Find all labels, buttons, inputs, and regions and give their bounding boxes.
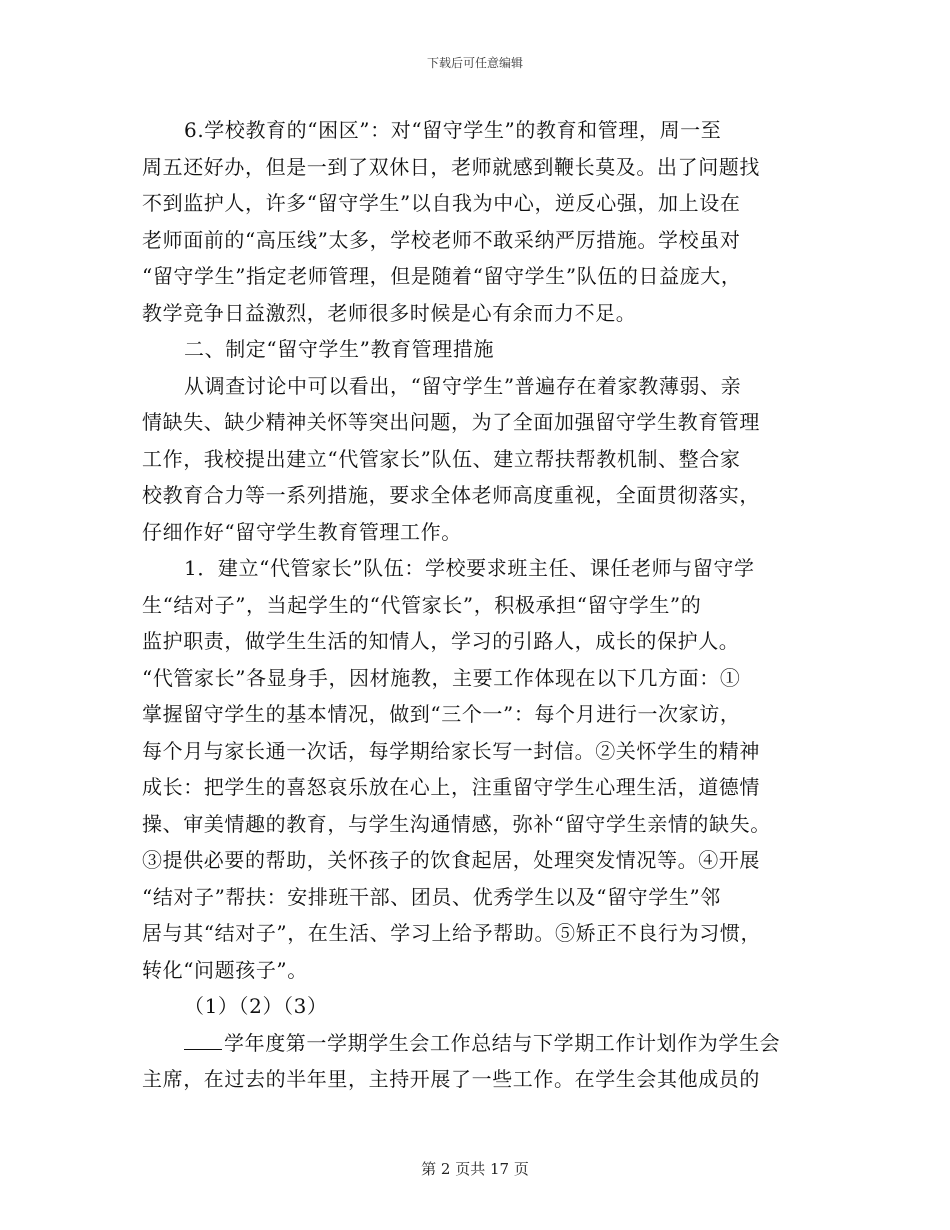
paragraph-line: 校教育合力等一系列措施，要求全体老师高度重视，全面贯彻落实， bbox=[142, 483, 760, 507]
fill-in-blank bbox=[184, 1027, 222, 1050]
document-body bbox=[142, 112, 814, 1098]
paragraph-line: 教学竞争日益激烈，老师很多时候是心有余而力不足。 bbox=[142, 300, 637, 325]
paragraph-line: 不到监护人，许多“留守学生”以自我为中心，逆反心强，加上设在 bbox=[142, 191, 741, 215]
paragraph-line: 成长：把学生的喜怒哀乐放在心上，注重留守学生心理生活，道德情 bbox=[142, 775, 760, 799]
paragraph-line: 掌握留守学生的基本情况，做到“三个一”：每个月进行一次家访， bbox=[142, 702, 741, 726]
section-heading: 二、制定“留守学生”教育管理措施 bbox=[184, 337, 495, 361]
paragraph-line: “留守学生”指定老师管理，但是随着“留守学生”队伍的日益庞大， bbox=[142, 264, 742, 288]
paragraph-line: 仔细作好“留守学生教育管理工作。 bbox=[142, 519, 462, 544]
paragraph-line: 居与其“结对子”，在生活、学习上给予帮助。⑤矫正不良行为习惯， bbox=[142, 921, 762, 945]
paragraph-text: 学年度第一学期学生会工作总结与下学期工作计划作为学生会 bbox=[224, 1030, 781, 1055]
paragraph-line: 生“结对子”，当起学生的“代管家长”，积极承担“留守学生”的 bbox=[142, 592, 702, 617]
paragraph-line: 监护职责，做学生生活的知情人，学习的引路人，成长的保护人。 bbox=[142, 629, 740, 653]
paragraph-line: ③提供必要的帮助，关怀孩子的饮食起居，处理突发情况等。④开展 bbox=[142, 848, 760, 872]
paragraph-line: 情缺失、缺少精神关怀等突出问题，为了全面加强留守学生教育管理 bbox=[142, 410, 760, 434]
paragraph-line: 从调查讨论中可以看出，“留守学生”普遍存在着家教薄弱、亲 bbox=[184, 373, 742, 398]
paragraph-line: 1．建立“代管家长”队伍：学校要求班主任、课任老师与留守学 bbox=[184, 556, 755, 580]
paragraph-line: 每个月与家长通一次话，每学期给家长写一封信。②关怀学生的精神 bbox=[142, 738, 760, 763]
paragraph-line: “代管家长”各显身手，因材施教，主要工作体现在以下几方面：① bbox=[142, 665, 741, 690]
paragraph-line: 6.学校教育的“困区”：对“留守学生”的教育和管理，周一至 bbox=[184, 118, 722, 142]
page-footer: 第 2 页共 17 页 bbox=[421, 1160, 529, 1178]
paragraph-line: 周五还好办，但是一到了双休日，老师就感到鞭长莫及。出了问题找 bbox=[142, 154, 760, 179]
page-header: 下载后可任意编辑 bbox=[426, 56, 523, 70]
paragraph-line: “结对子”帮扶：安排班干部、团员、优秀学生以及“留守学生”邻 bbox=[142, 884, 721, 909]
paragraph-line: 转化“问题孩子”。 bbox=[142, 957, 308, 982]
list-markers: （1）（2）（3） bbox=[184, 994, 328, 1018]
paragraph-line bbox=[142, 1025, 814, 1062]
paragraph-line: 操、审美情趣的教育，与学生沟通情感，弥补“留守学生亲情的缺失。 bbox=[142, 811, 771, 836]
paragraph-line: 老师面前的“高压线”太多，学校老师不敢采纳严厉措施。学校虽对 bbox=[142, 227, 741, 252]
paragraph-line: 主席，在过去的半年里，主持开展了一些工作。在学生会其他成员的 bbox=[142, 1067, 760, 1091]
paragraph-line: 工作，我校提出建立“代管家长”队伍、建立帮扶帮教机制、整合家 bbox=[142, 446, 741, 471]
